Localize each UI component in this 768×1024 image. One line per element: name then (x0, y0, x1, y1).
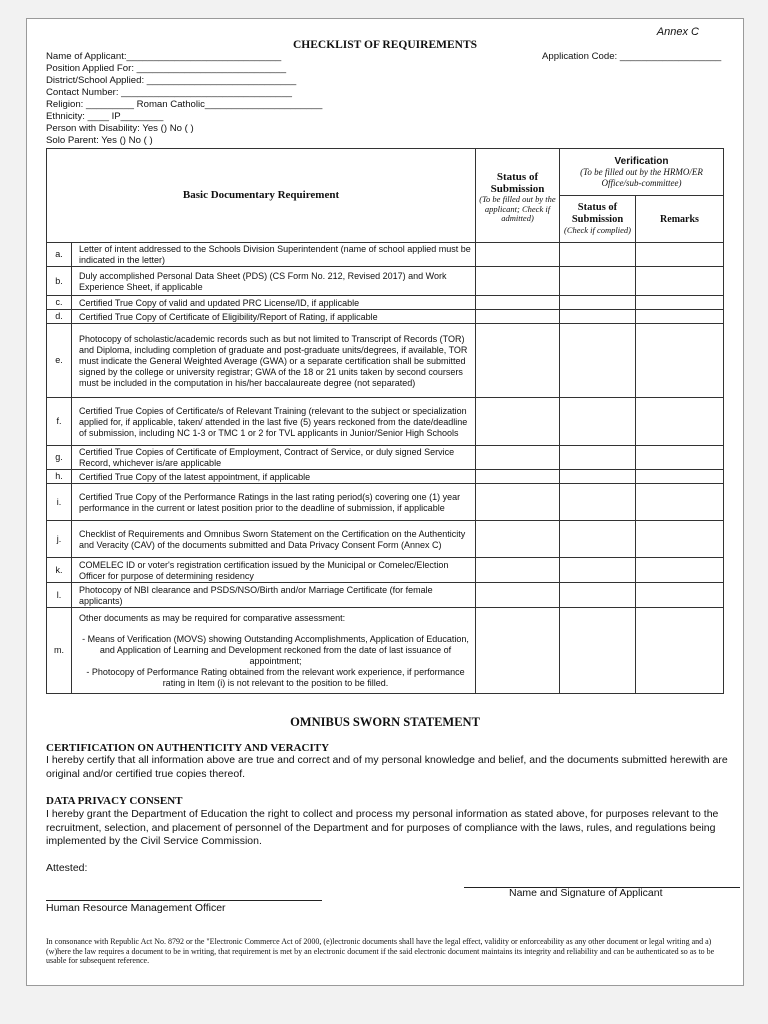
field-position-applied[interactable]: Position Applied For: ____________________________ (46, 63, 287, 74)
field-solo-parent[interactable]: Solo Parent: Yes () No ( ) (46, 135, 153, 146)
other-docs-intro: Other documents as may be required for comparative assessment: (79, 613, 346, 623)
verif-status-cell[interactable] (560, 470, 636, 484)
attested-label: Attested: (46, 862, 88, 874)
row-letter: k. (47, 558, 72, 583)
verif-status-cell[interactable] (560, 296, 636, 310)
row-letter: g. (47, 446, 72, 470)
status-cell[interactable] (476, 310, 560, 324)
row-letter: h. (47, 470, 72, 484)
row-letter: a. (47, 243, 72, 267)
row-letter: c. (47, 296, 72, 310)
row-requirement: Certified True Copy of valid and updated PRC License/ID, if applicable (72, 296, 476, 310)
table-row (47, 310, 724, 324)
row-requirement: Certified True Copies of Certificate/s of Relevant Training (relevant to the subject or specialization applied for, if applicable, taken/ attended in the last five (5) years reckoned from the date/deadline of submission, including NC 1-3 or TMC 1 or 2 for TVL applicants in Junior/Senior High Schools (72, 398, 476, 446)
header-verif-status-label: Status of Submission (571, 202, 624, 226)
row-letter: e. (47, 324, 72, 398)
row-letter: d. (47, 310, 72, 324)
verif-status-cell[interactable] (560, 583, 636, 608)
header-verif-status-note: (Check if complied) (563, 225, 632, 236)
header-remarks: Remarks (636, 196, 724, 243)
row-requirement: Certified True Copy of the Performance Ratings in the last rating period(s) covering one (1) year performance in the current or latest position prior to the deadline of submission, if applicable (72, 484, 476, 521)
remarks-cell[interactable] (636, 484, 724, 521)
status-cell[interactable] (476, 296, 560, 310)
verif-status-cell[interactable] (560, 310, 636, 324)
status-cell[interactable] (476, 470, 560, 484)
table-row (47, 446, 724, 470)
omnibus-title: OMNIBUS SWORN STATEMENT (290, 715, 480, 729)
table-row (47, 583, 724, 608)
remarks-cell[interactable] (636, 243, 724, 267)
cav-heading: CERTIFICATION ON AUTHENTICITY AND VERACITY (46, 742, 330, 754)
table-row (47, 558, 724, 583)
table-row (47, 470, 724, 484)
checklist-title: CHECKLIST OF REQUIREMENTS (292, 39, 478, 51)
verif-status-cell[interactable] (560, 324, 636, 398)
header-basic-requirement: Basic Documentary Requirement (47, 149, 476, 243)
row-letter: i. (47, 484, 72, 521)
cav-text: I hereby certify that all information above are true and correct and of my personal knowledge and belief, and the documents submitted herewith are original and/or certified true copies thereof. (46, 754, 728, 780)
field-religion[interactable]: Religion: _________ Roman Catholic______________________ (46, 99, 323, 110)
row-requirement: Certified True Copy of the latest appointment, if applicable (72, 470, 476, 484)
verif-status-cell[interactable] (560, 446, 636, 470)
verif-status-cell[interactable] (560, 267, 636, 296)
remarks-cell[interactable] (636, 296, 724, 310)
hrmo-signature-line[interactable] (46, 900, 322, 901)
row-letter: j. (47, 521, 72, 558)
verif-status-cell[interactable] (560, 608, 636, 694)
row-requirement: Certified True Copy of Certificate of Eligibility/Report of Rating, if applicable (72, 310, 476, 324)
remarks-cell[interactable] (636, 558, 724, 583)
privacy-text: I hereby grant the Department of Education the right to collect and process my personal information as stated above, for purposes relevant to the recruitment, selection, and placement of personnel of the Department and for purposes of compliance with the laws, rules, and regulations being implemented by the Civil Service Commission. (46, 808, 719, 847)
field-application-code[interactable]: Application Code: ___________________ (542, 51, 722, 62)
remarks-cell[interactable] (636, 608, 724, 694)
row-requirement: Checklist of Requirements and Omnibus Sworn Statement on the Certification on the Authenticity and Veracity (CAV) of the documents submitted and Data Privacy Consent Form (Annex C) (72, 521, 476, 558)
table-row (47, 398, 724, 446)
row-requirement: Duly accomplished Personal Data Sheet (PDS) (CS Form No. 212, Revised 2017) and Work Experience Sheet, if applicable (72, 267, 476, 296)
verif-status-cell[interactable] (560, 558, 636, 583)
remarks-cell[interactable] (636, 521, 724, 558)
header-verification-label: Verification (614, 156, 669, 167)
row-requirement: COMELEC ID or voter's registration certification issued by the Municipal or Comelec/Election Officer for purpose of determining residency (72, 558, 476, 583)
remarks-cell[interactable] (636, 398, 724, 446)
verif-status-cell[interactable] (560, 398, 636, 446)
field-contact-number[interactable]: Contact Number: ________________________________ (46, 87, 292, 98)
header-status-of-submission (476, 149, 560, 243)
row-letter: l. (47, 583, 72, 608)
header-status-label: Status of Submission (490, 171, 545, 196)
status-cell[interactable] (476, 484, 560, 521)
hrmo-label: Human Resource Management Officer (46, 902, 226, 914)
verif-status-cell[interactable] (560, 243, 636, 267)
applicant-signature-label: Name and Signature of Applicant (509, 887, 663, 899)
privacy-heading: DATA PRIVACY CONSENT (46, 795, 183, 807)
table-row (47, 243, 724, 267)
header-status-note: (To be filled out by the applicant; Check if admitted) (479, 194, 556, 224)
status-cell[interactable] (476, 243, 560, 267)
document-page (26, 18, 744, 986)
field-ethnicity[interactable]: Ethnicity: ____ IP________ (46, 111, 164, 122)
verif-status-cell[interactable] (560, 484, 636, 521)
requirements-table (46, 148, 724, 694)
footnote: In consonance with Republic Act No. 8792 or the "Electronic Commerce Act of 2000, (e)lectronic documents shall have the legal effect, validity or enforceability as any other document or legal writing and a) (w)here the law requires a document to be in writing, that requirement is met by an electronic document if the said electronic document maintains its integrity and reliability and can be authenticated so as to be usable for subsequent reference. (46, 937, 715, 965)
row-letter: b. (47, 267, 72, 296)
verif-status-cell[interactable] (560, 521, 636, 558)
field-district-school[interactable]: District/School Applied: ____________________________ (46, 75, 297, 86)
other-docs-performance-rating: - Photocopy of Performance Rating obtained from the relevant work experience, if performance rating in Item (i) is not relevant to the position to be filled. (86, 667, 465, 688)
other-docs-movs: - Means of Verification (MOVS) showing Outstanding Accomplishments, Application of Education, and Application of Learning and Development reckoned from the date of last issuance of appointment; (82, 634, 469, 666)
field-pwd[interactable]: Person with Disability: Yes () No ( ) (46, 123, 194, 134)
header-verification-note: (To be filled out by the HRMO/ER Office/sub-committee) (580, 167, 703, 188)
header-verification (560, 149, 724, 196)
remarks-cell[interactable] (636, 583, 724, 608)
remarks-cell[interactable] (636, 324, 724, 398)
status-cell[interactable] (476, 608, 560, 694)
status-cell[interactable] (476, 324, 560, 398)
annex-label: Annex C (656, 26, 699, 38)
remarks-cell[interactable] (636, 470, 724, 484)
field-name-of-applicant[interactable]: Name of Applicant:_____________________________ (46, 51, 282, 62)
table-row (47, 521, 724, 558)
status-cell[interactable] (476, 446, 560, 470)
row-requirement: Certified True Copies of Certificate of Employment, Contract of Service, or duly signed Service Record, whichever is/are applicable (72, 446, 476, 470)
row-requirement: Photocopy of scholastic/academic records such as but not limited to Transcript of Records (TOR) and Diploma, including completion of graduate and post-graduate units/degrees, if available, TOR must indicate the General Weighted Average (GWA) or a separate certification shall be submitted signed by the college or university registrar; GWA of the 18 or 21 units taken by second coursers must be included in the computation in his/her baccalaureate degree (not separated) (72, 324, 476, 398)
table-row (47, 296, 724, 310)
row-requirement-other (72, 608, 476, 694)
header-verif-status (560, 196, 636, 243)
remarks-cell[interactable] (636, 446, 724, 470)
status-cell[interactable] (476, 398, 560, 446)
table-row (47, 608, 724, 694)
table-row (47, 324, 724, 398)
row-letter: m. (47, 608, 72, 694)
status-cell[interactable] (476, 583, 560, 608)
remarks-cell[interactable] (636, 310, 724, 324)
row-letter: f. (47, 398, 72, 446)
status-cell[interactable] (476, 558, 560, 583)
status-cell[interactable] (476, 521, 560, 558)
remarks-cell[interactable] (636, 267, 724, 296)
row-requirement: Letter of intent addressed to the Schools Division Superintendent (name of school applied must be indicated in the letter) (72, 243, 476, 267)
status-cell[interactable] (476, 267, 560, 296)
table-row (47, 484, 724, 521)
table-row (47, 267, 724, 296)
row-requirement: Photocopy of NBI clearance and PSDS/NSO/Birth and/or Marriage Certificate (for female applicants) (72, 583, 476, 608)
